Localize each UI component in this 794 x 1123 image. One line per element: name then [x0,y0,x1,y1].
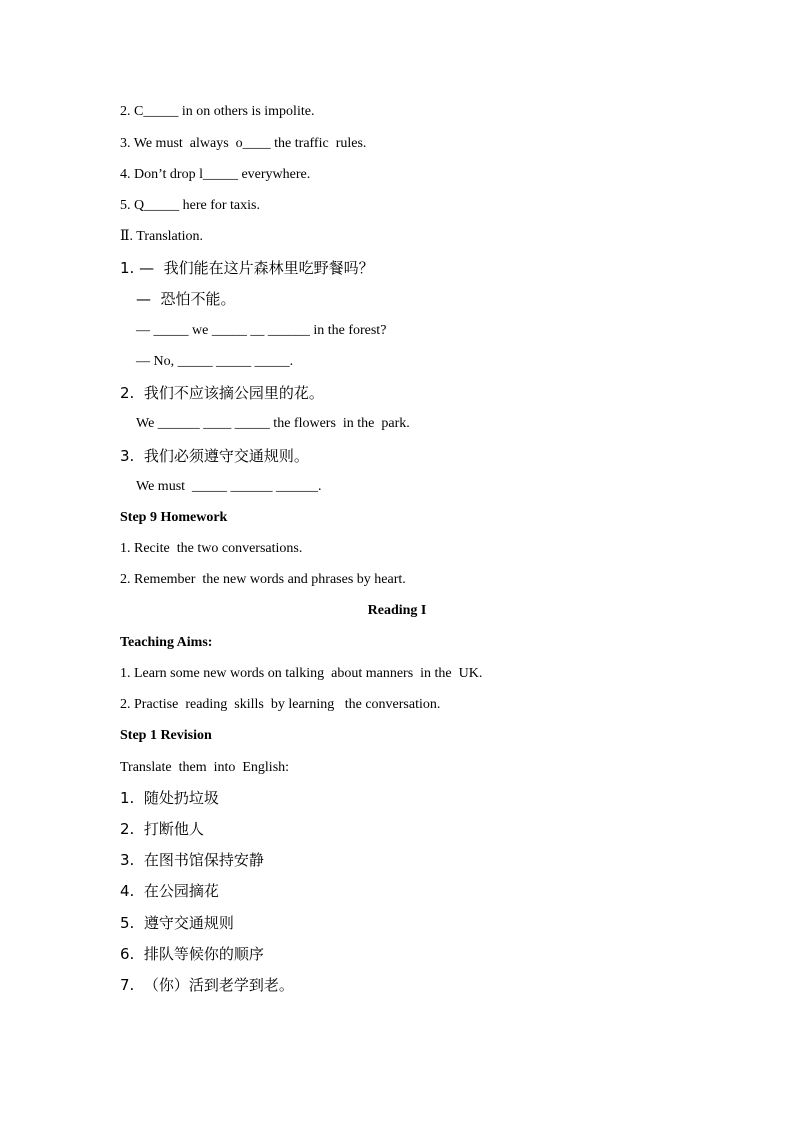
text-line: 2. 我们不应该摘公园里的花。 [120,384,324,402]
text-line: We ______ ____ _____ the flowers in the park. [136,416,410,431]
text-line: 1. 随处扔垃圾 [120,789,219,807]
text-line: Translate them into English: [120,760,290,775]
text-line: 5. 遵守交通规则 [120,914,234,932]
section-heading: Teaching Aims: [120,635,213,650]
text-line: 2. Practise reading skills by learning the conversation. [120,697,441,712]
text-line: — _____ we _____ __ ______ in the forest? [136,323,387,338]
text-line: We must _____ ______ ______. [136,479,322,494]
text-line: 6. 排队等候你的顺序 [120,945,264,963]
text-line: 2. 打断他人 [120,820,204,838]
section-heading: Step 1 Revision [120,728,212,743]
text-line: 4. Don’t drop l_____ everywhere. [120,167,311,182]
section-heading: Step 9 Homework [120,510,228,525]
text-line: 1. — 我们能在这片森林里吃野餐吗？ [120,259,374,277]
text-line: 2. Remember the new words and phrases by heart. [120,572,406,587]
text-line: 2. C_____ in on others is impolite. [120,104,315,119]
text-line: 1. Learn some new words on talking about manners in the UK. [120,666,483,681]
text-line: 3. 我们必须遵守交通规则。 [120,447,309,465]
text-line: Ⅱ. Translation. [120,229,204,244]
text-line: 1. Recite the two conversations. [120,541,303,556]
text-line: 3. 在图书馆保持安静 [120,851,264,869]
section-heading: Reading I [367,603,427,618]
text-line: 7. （你）活到老学到老。 [120,976,294,994]
text-line: 5. Q_____ here for taxis. [120,198,260,213]
text-line: 4. 在公园摘花 [120,882,219,900]
text-line: — 恐怕不能。 [136,290,236,308]
text-line: — No, _____ _____ _____. [136,354,294,369]
text-line: 3. We must always o____ the traffic rules. [120,136,367,151]
